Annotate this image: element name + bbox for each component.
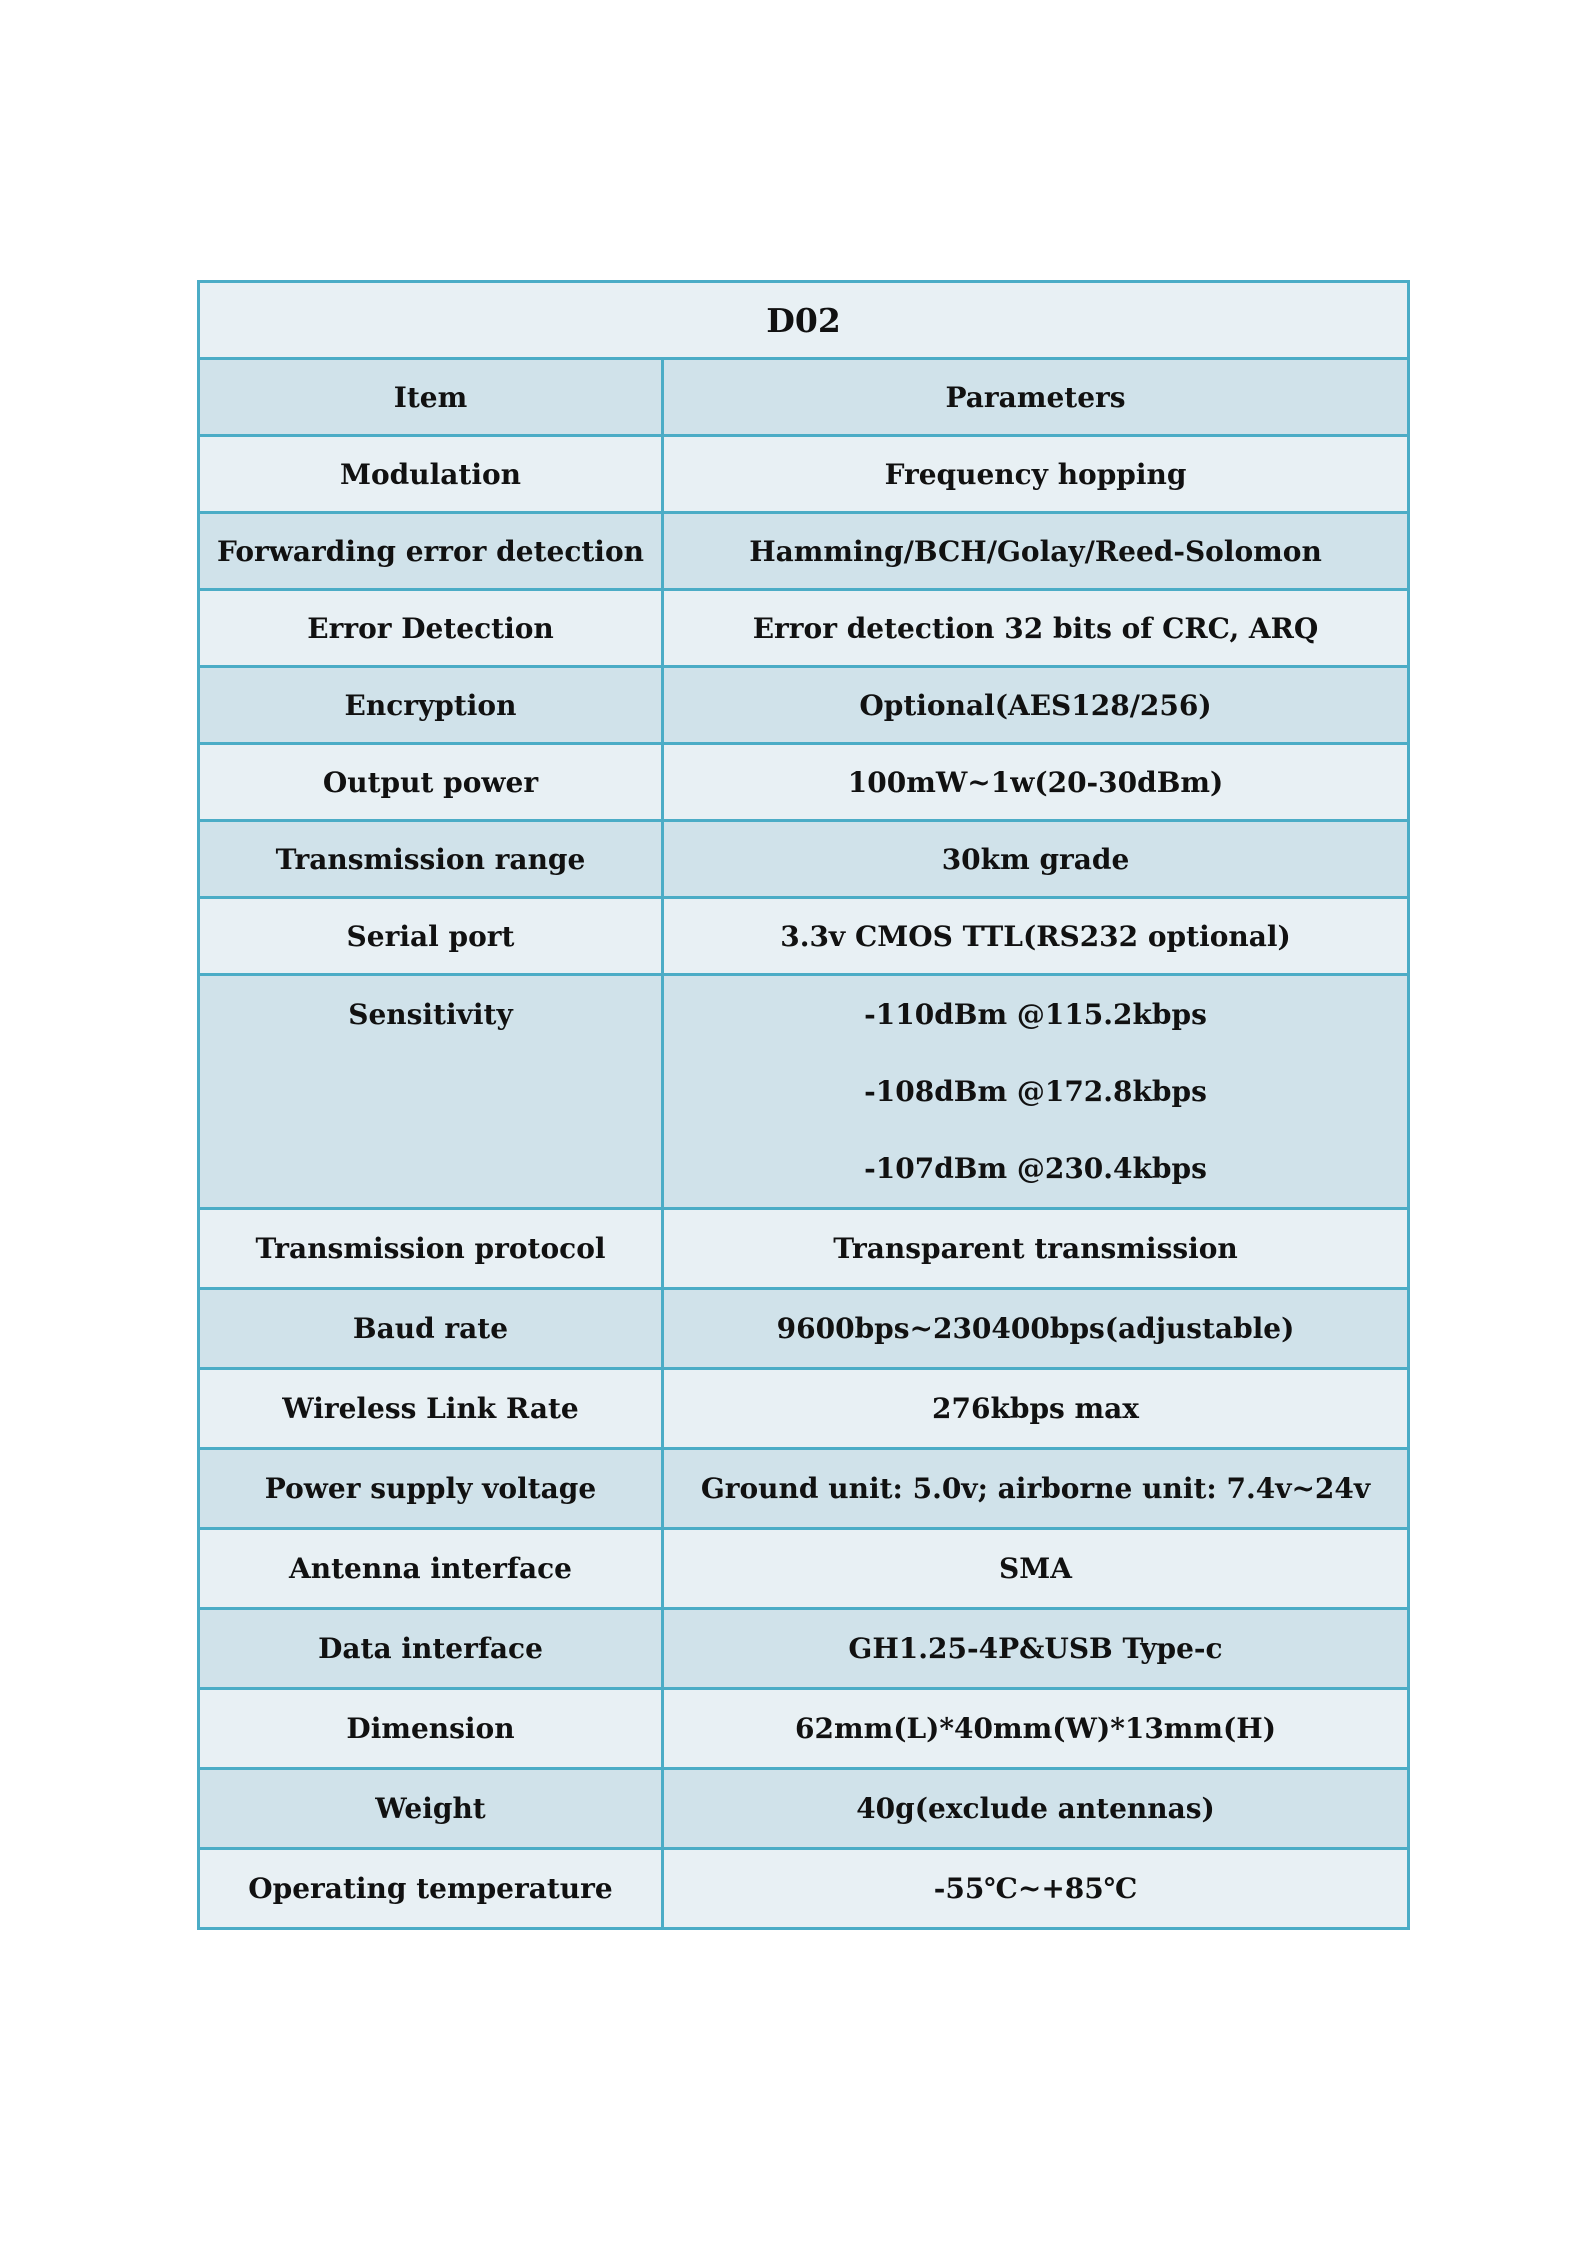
row-item: Transmission range — [199, 821, 663, 898]
table-row — [199, 667, 1409, 744]
row-value: Transparent transmission — [663, 1209, 1409, 1289]
row-item: Sensitivity — [199, 975, 663, 1209]
row-value: -55℃~+85℃ — [663, 1849, 1409, 1929]
row-item: Serial port — [199, 898, 663, 975]
table-row — [199, 513, 1409, 590]
row-item: Data interface — [199, 1609, 663, 1689]
row-item: Antenna interface — [199, 1529, 663, 1609]
row-item: Output power — [199, 744, 663, 821]
title-row — [199, 282, 1409, 359]
row-value: 30km grade — [663, 821, 1409, 898]
row-item: Transmission protocol — [199, 1209, 663, 1289]
row-value: 9600bps~230400bps(adjustable) — [663, 1289, 1409, 1369]
row-value: Hamming/BCH/Golay/Reed-Solomon — [663, 513, 1409, 590]
row-value: GH1.25-4P&USB Type-c — [663, 1609, 1409, 1689]
row-value: 3.3v CMOS TTL(RS232 optional) — [663, 898, 1409, 975]
row-value: 40g(exclude antennas) — [663, 1769, 1409, 1849]
row-item: Dimension — [199, 1689, 663, 1769]
row-item: Power supply voltage — [199, 1449, 663, 1529]
sensitivity-values — [663, 975, 1409, 1209]
row-value: 276kbps max — [663, 1369, 1409, 1449]
header-item: Item — [199, 359, 663, 436]
row-value: Ground unit: 5.0v; airborne unit: 7.4v~24v — [663, 1449, 1409, 1529]
table-row — [199, 1689, 1409, 1769]
table-row — [199, 1209, 1409, 1289]
table-title: D02 — [199, 282, 1409, 359]
table-row — [199, 1529, 1409, 1609]
sensitivity-row — [199, 975, 1409, 1209]
row-item: Weight — [199, 1769, 663, 1849]
table-row — [199, 1609, 1409, 1689]
table-row — [199, 1769, 1409, 1849]
header-row — [199, 359, 1409, 436]
row-item: Modulation — [199, 436, 663, 513]
row-item: Baud rate — [199, 1289, 663, 1369]
table-row — [199, 1449, 1409, 1529]
row-item: Encryption — [199, 667, 663, 744]
header-parameters: Parameters — [663, 359, 1409, 436]
row-value: 100mW~1w(20-30dBm) — [663, 744, 1409, 821]
row-item: Forwarding error detection — [199, 513, 663, 590]
table-row — [199, 590, 1409, 667]
row-value: Error detection 32 bits of CRC, ARQ — [663, 590, 1409, 667]
table-row — [199, 898, 1409, 975]
row-value: Optional(AES128/256) — [663, 667, 1409, 744]
table-row — [199, 1369, 1409, 1449]
row-item: Operating temperature — [199, 1849, 663, 1929]
row-value: Frequency hopping — [663, 436, 1409, 513]
row-item: Error Detection — [199, 590, 663, 667]
row-value: SMA — [663, 1529, 1409, 1609]
spec-table — [197, 280, 1410, 1930]
table-row — [199, 744, 1409, 821]
row-value: 62mm(L)*40mm(W)*13mm(H) — [663, 1689, 1409, 1769]
sensitivity-value: -108dBm @172.8kbps — [864, 1075, 1207, 1108]
table-row — [199, 1849, 1409, 1929]
table-row — [199, 1289, 1409, 1369]
sensitivity-value: -110dBm @115.2kbps — [864, 998, 1207, 1031]
table-row — [199, 436, 1409, 513]
row-item: Wireless Link Rate — [199, 1369, 663, 1449]
table-row — [199, 821, 1409, 898]
sensitivity-value: -107dBm @230.4kbps — [864, 1152, 1207, 1185]
